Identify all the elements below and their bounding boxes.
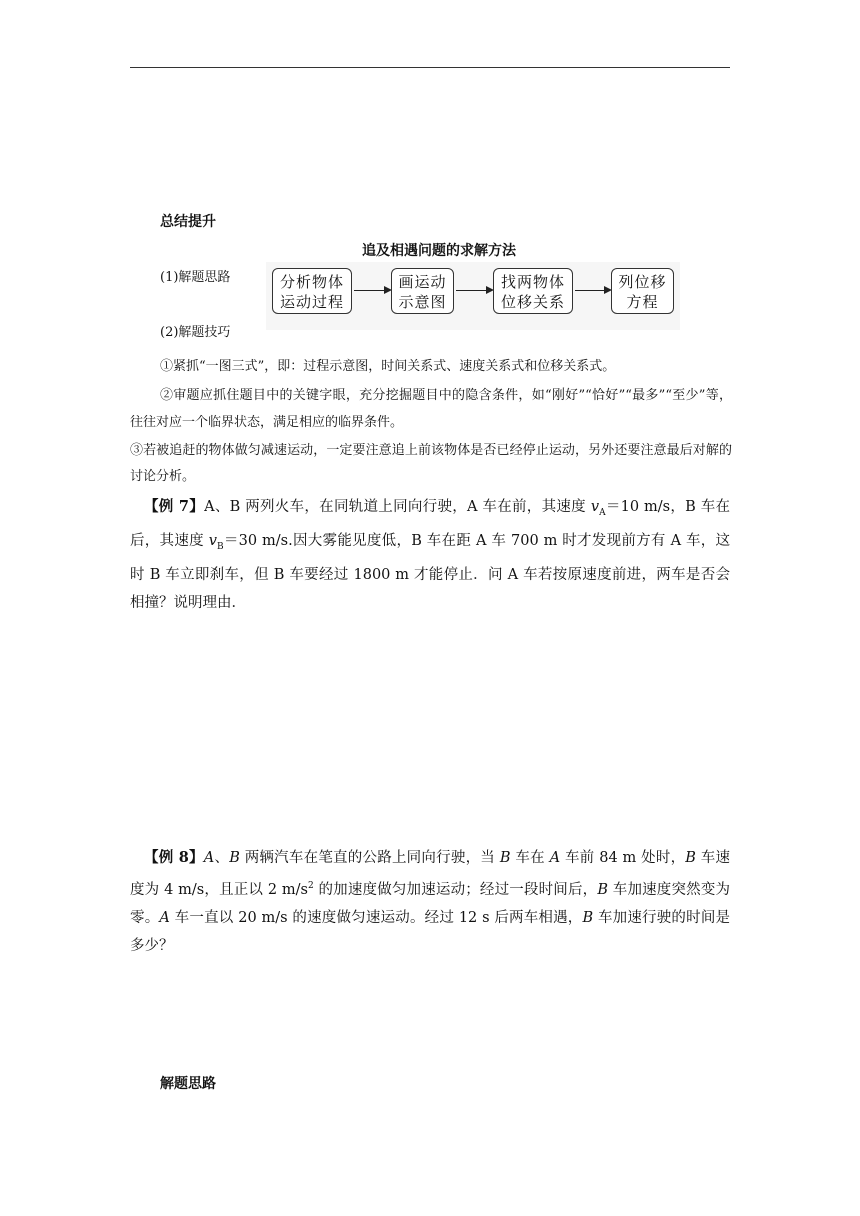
superscript: 2 xyxy=(307,881,314,891)
var-a: A xyxy=(159,909,170,926)
example-8-text: 车一直以 20 m/s 的速度做匀速运动。经过 12 s 后两车相遇， xyxy=(169,909,583,926)
example-7-text: ＝30 m/s.因大雾能见度低，B 车在距 A 车 700 m 时才发现前方有 A 车，这时 B 车立即刹车，但 B 车要经过 1800 m 才能停止．问 A 车若按原速度前进，两车是否会相撞？说明理由． xyxy=(130,532,731,611)
flow-arrow xyxy=(456,290,492,291)
thinking-label: (1)解题思路 xyxy=(160,270,231,285)
example-8-text: 车加速行驶的时间是多少？ xyxy=(130,909,731,954)
example-8-label: 【例 8】 xyxy=(144,849,204,866)
example-8-text: 两辆汽车在笔直的公路上同向行驶，当 xyxy=(239,850,500,866)
flow-arrow xyxy=(354,290,390,291)
var-b: B xyxy=(229,850,240,866)
subscript: A xyxy=(599,507,606,518)
solution-thinking-label: 解题思路 xyxy=(160,1076,216,1092)
example-7-label: 【例 7】 xyxy=(144,498,205,515)
flow-step-text: 画运动 xyxy=(398,273,447,291)
subscript: B xyxy=(217,541,224,552)
flow-step-text: 运动过程 xyxy=(279,293,344,311)
flow-step-text: 分析物体 xyxy=(279,273,344,291)
var-a: A xyxy=(203,850,215,866)
header-rule xyxy=(130,67,730,68)
flow-step-relation xyxy=(493,268,573,314)
example-8 xyxy=(130,844,730,960)
example-8-text: 的加速度做匀加速运动；经过一段时间后， xyxy=(313,881,598,898)
example-7 xyxy=(130,493,730,617)
method-title: 追及相遇问题的求解方法 xyxy=(362,243,516,259)
example-8-text: 车加速度突然变为零。 xyxy=(130,881,730,926)
var-b: B xyxy=(685,850,696,866)
example-8-text: 、 xyxy=(214,850,230,866)
flow-step-diagram xyxy=(391,268,454,314)
flow-step-equation xyxy=(611,268,674,314)
skill-label: (2)解题技巧 xyxy=(160,325,231,340)
var-b: B xyxy=(582,909,594,926)
summary-title: 总结提升 xyxy=(160,214,216,230)
flow-step-text: 位移关系 xyxy=(500,293,565,311)
tip-2: ②审题应抓住题目中的关键字眼，充分挖掘题目中的隐含条件，如“刚好”“恰好”“最多”“至少”等，往往对应一个临界状态，满足相应的临界条件。 xyxy=(130,388,732,430)
flow-step-text: 示意图 xyxy=(398,293,447,311)
example-7-text: A、B 两列火车，在同轨道上同向行驶，A 车在前，其速度 xyxy=(204,499,591,515)
var-v: v xyxy=(208,532,217,549)
example-7-text: ＝10 m/s，B 车在后，其速度 xyxy=(130,499,730,549)
var-v: v xyxy=(590,499,600,515)
flow-step-text: 列位移 xyxy=(618,273,667,291)
tip-1: ①紧抓“一图三式”，即：过程示意图，时间关系式、速度关系式和位移关系式。 xyxy=(160,359,616,374)
var-b: B xyxy=(499,850,511,866)
flow-step-analyze xyxy=(272,268,352,314)
flow-step-text: 方程 xyxy=(626,293,659,311)
var-b: B xyxy=(597,881,608,898)
flow-arrow xyxy=(575,290,610,291)
var-a: A xyxy=(549,850,561,866)
example-8-text: 车在 xyxy=(510,850,550,866)
tip-3: ③若被追赶的物体做匀减速运动，一定要注意追上前该物体是否已经停止运动，另外还要注意最后对解的讨论分析。 xyxy=(130,443,732,484)
example-8-text: 车速度为 4 m/s，且正以 2 m/s xyxy=(130,850,731,898)
flow-step-text: 找两物体 xyxy=(500,273,565,291)
example-8-text: 车前 84 m 处时， xyxy=(560,850,686,866)
